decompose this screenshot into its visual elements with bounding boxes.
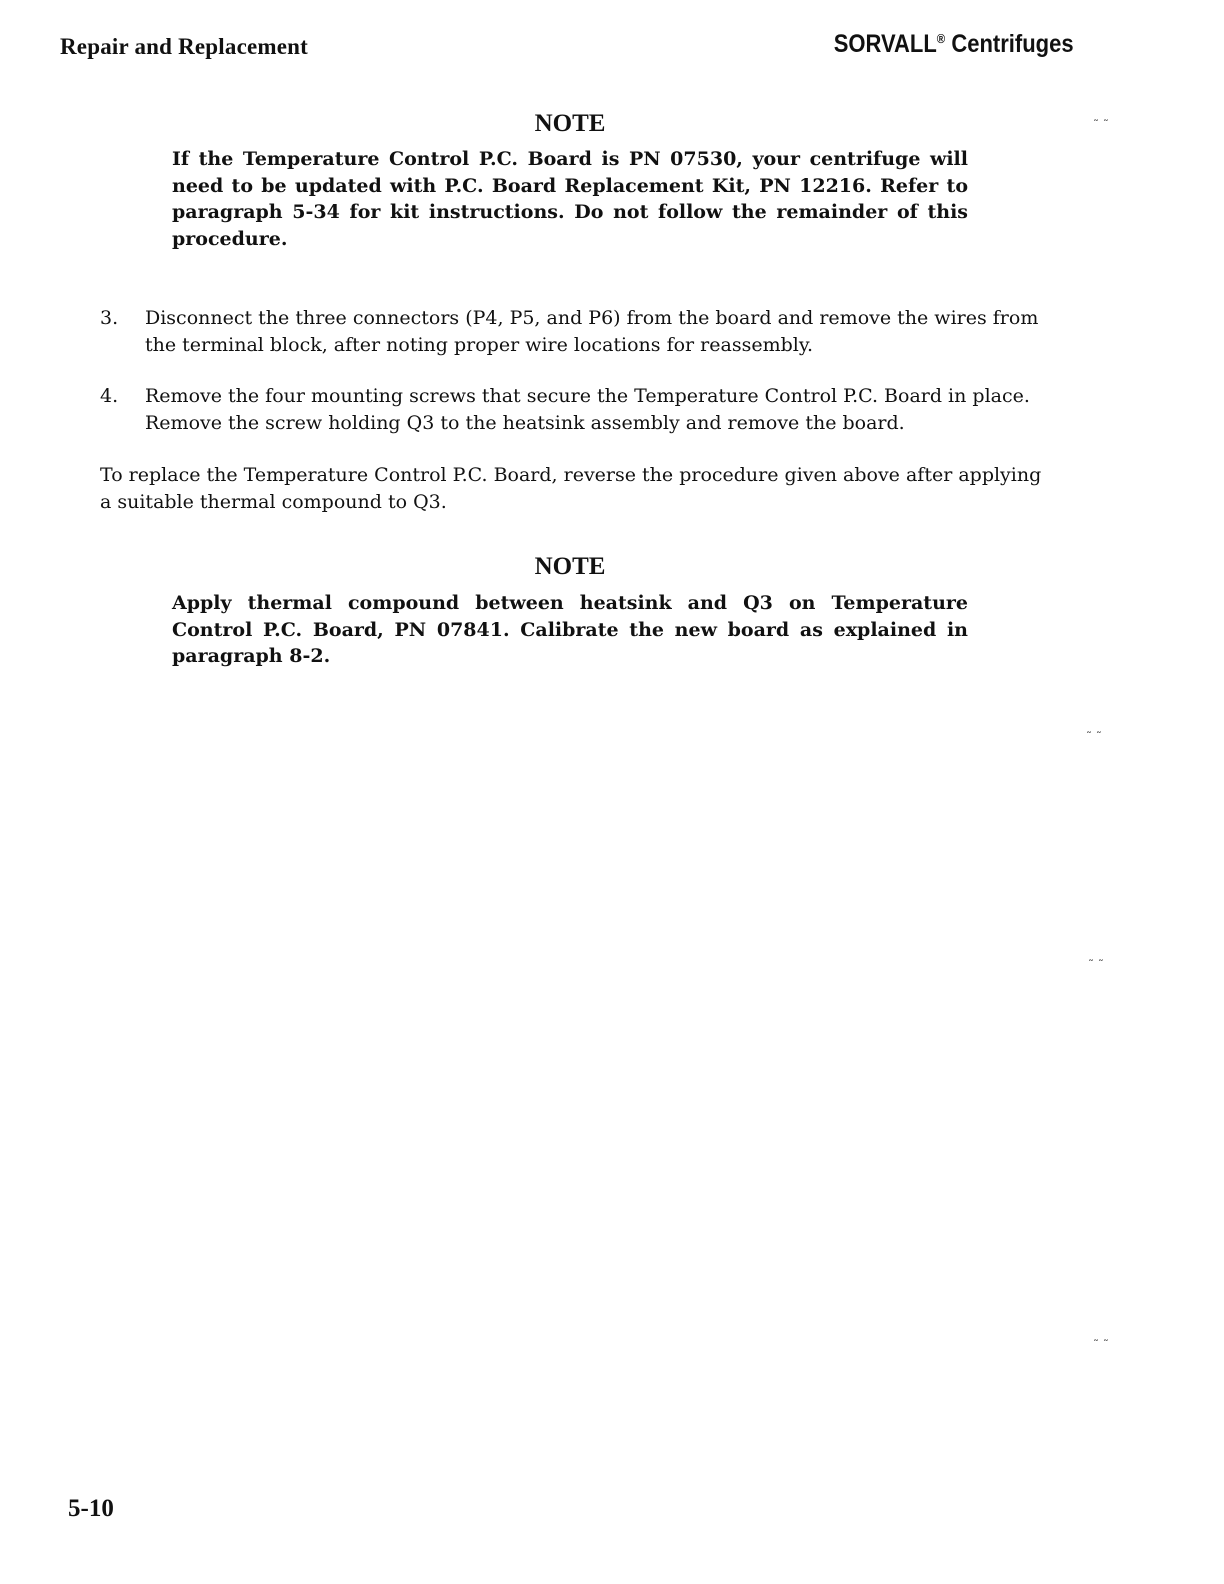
procedure-step-3	[100, 305, 1050, 358]
scan-speck: ˜ ˜	[1093, 1338, 1109, 1352]
note-body-1: If the Temperature Control P.C. Board is PN 07530, your centrifuge will need to be updated with P.C. Board Replacement Kit, PN 12216. Refer to paragraph 5-34 for kit instructions. Do not follow the remainder of this procedure.	[172, 148, 968, 250]
procedure-step-4	[100, 383, 1050, 436]
replacement-paragraph: To replace the Temperature Control P.C. Board, reverse the procedure given above after applying a suitable thermal compound to Q3.	[100, 464, 1042, 513]
step-number: 3.	[100, 307, 119, 329]
scan-speck: ˜ ˜	[1086, 730, 1102, 744]
step-text: Remove the four mounting screws that secure the Temperature Control P.C. Board in place. Remove the screw holding Q3 to the heatsink assembly and remove the board.	[145, 385, 1030, 434]
page-number: 5-10	[68, 1495, 114, 1522]
product-line: Centrifuges	[951, 30, 1074, 58]
running-header-section: Repair and Replacement	[60, 34, 309, 59]
step-number: 4.	[100, 385, 119, 407]
note-title-1: NOTE	[534, 110, 606, 137]
scan-speck: ˜ ˜	[1088, 958, 1104, 972]
step-text: Disconnect the three connectors (P4, P5, and P6) from the board and remove the wires from the terminal block, after noting proper wire locations for reassembly.	[145, 307, 1039, 356]
running-header-product	[834, 30, 1074, 59]
scan-speck: ˜ ˜	[1093, 118, 1109, 132]
note-body-2: Apply thermal compound between heatsink and Q3 on Temperature Control P.C. Board, PN 07841. Calibrate the new board as explained in paragraph 8-2.	[172, 592, 968, 667]
note-title-2: NOTE	[534, 553, 606, 580]
registered-mark: ®	[937, 31, 946, 46]
brand-name: SORVALL	[834, 30, 938, 58]
